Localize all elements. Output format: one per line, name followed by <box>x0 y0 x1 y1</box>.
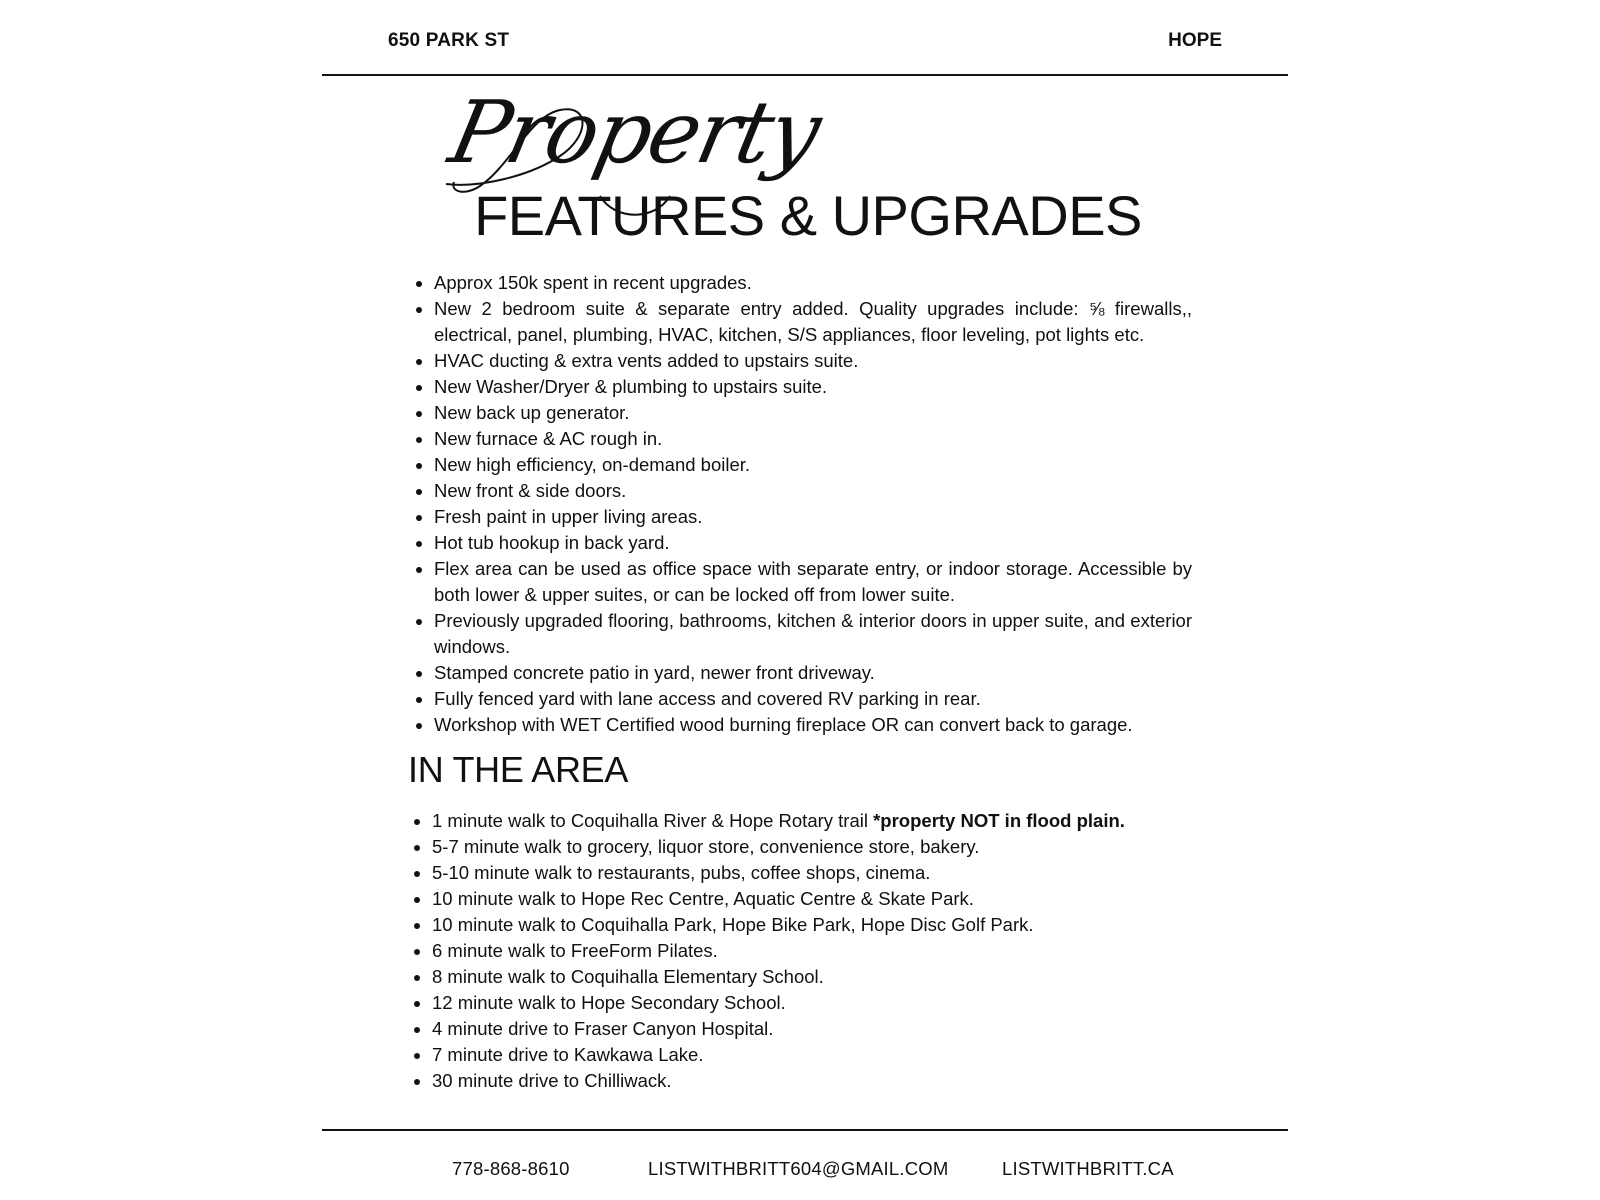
title-block <box>322 83 1288 250</box>
list-item: • 5-10 minute walk to restaurants, pubs, coffee shops, cinema. <box>432 860 1192 886</box>
list-item: • 6 minute walk to FreeForm Pilates. <box>432 938 1192 964</box>
flyer-page <box>322 0 1288 1200</box>
list-item: • 30 minute drive to Chilliwack. <box>432 1068 1192 1094</box>
list-item: • Stamped concrete patio in yard, newer front driveway. <box>434 660 1192 686</box>
list-item: • New Washer/Dryer & plumbing to upstairs suite. <box>434 374 1192 400</box>
list-item: • New furnace & AC rough in. <box>434 426 1192 452</box>
list-item: • New high efficiency, on-demand boiler. <box>434 452 1192 478</box>
list-item: • Workshop with WET Certified wood burning fireplace OR can convert back to garage. <box>434 712 1192 738</box>
list-item: • 12 minute walk to Hope Secondary School. <box>432 990 1192 1016</box>
list-item: • HVAC ducting & extra vents added to upstairs suite. <box>434 348 1192 374</box>
list-item-text: 1 minute walk to Coquihalla River & Hope Rotary trail <box>432 810 874 831</box>
footer-phone[interactable]: 778-868-8610 <box>452 1158 570 1179</box>
list-item: • Previously upgraded flooring, bathrooms, kitchen & interior doors in upper suite, and exterior windows. <box>434 608 1192 660</box>
page-title: FEATURES & UPGRADES <box>474 184 1142 247</box>
list-item: • 10 minute walk to Coquihalla Park, Hope Bike Park, Hope Disc Golf Park. <box>432 912 1192 938</box>
footer-email[interactable]: LISTWITHBRITT604@GMAIL.COM <box>648 1158 949 1179</box>
footer-divider <box>322 1129 1288 1131</box>
script-title-word: Property <box>441 83 828 183</box>
flood-plain-note: *property NOT in flood plain. <box>873 810 1125 831</box>
list-item: • Fully fenced yard with lane access and covered RV parking in rear. <box>434 686 1192 712</box>
footer-website[interactable]: LISTWITHBRITT.CA <box>1002 1158 1174 1179</box>
list-item: • 10 minute walk to Hope Rec Centre, Aquatic Centre & Skate Park. <box>432 886 1192 912</box>
list-item: • New 2 bedroom suite & separate entry added. Quality upgrades include: ⅝ firewalls,, electrical, panel, plumbing, HVAC, kitchen, S/S appliances, floor leveling, pot lights etc. <box>434 296 1192 348</box>
list-item: • New back up generator. <box>434 400 1192 426</box>
features-list <box>408 270 1192 738</box>
property-city: HOPE <box>1168 30 1222 51</box>
page-header <box>322 0 1288 76</box>
list-item: • Fresh paint in upper living areas. <box>434 504 1192 530</box>
list-item: • 5-7 minute walk to grocery, liquor store, convenience store, bakery. <box>432 834 1192 860</box>
property-address: 650 PARK ST <box>388 30 510 51</box>
area-list <box>408 808 1192 1094</box>
list-item: • 8 minute walk to Coquihalla Elementary School. <box>432 964 1192 990</box>
area-heading: IN THE AREA <box>408 749 629 790</box>
list-item: • Approx 150k spent in recent upgrades. <box>434 270 1192 296</box>
list-item: • Hot tub hookup in back yard. <box>434 530 1192 556</box>
list-item: • 4 minute drive to Fraser Canyon Hospital. <box>432 1016 1192 1042</box>
list-item: • Flex area can be used as office space with separate entry, or indoor storage. Accessible by both lower & upper suites, or can be locked off from lower suite. <box>434 556 1192 608</box>
list-item: • New front & side doors. <box>434 478 1192 504</box>
list-item <box>432 808 1192 834</box>
list-item: • 7 minute drive to Kawkawa Lake. <box>432 1042 1192 1068</box>
